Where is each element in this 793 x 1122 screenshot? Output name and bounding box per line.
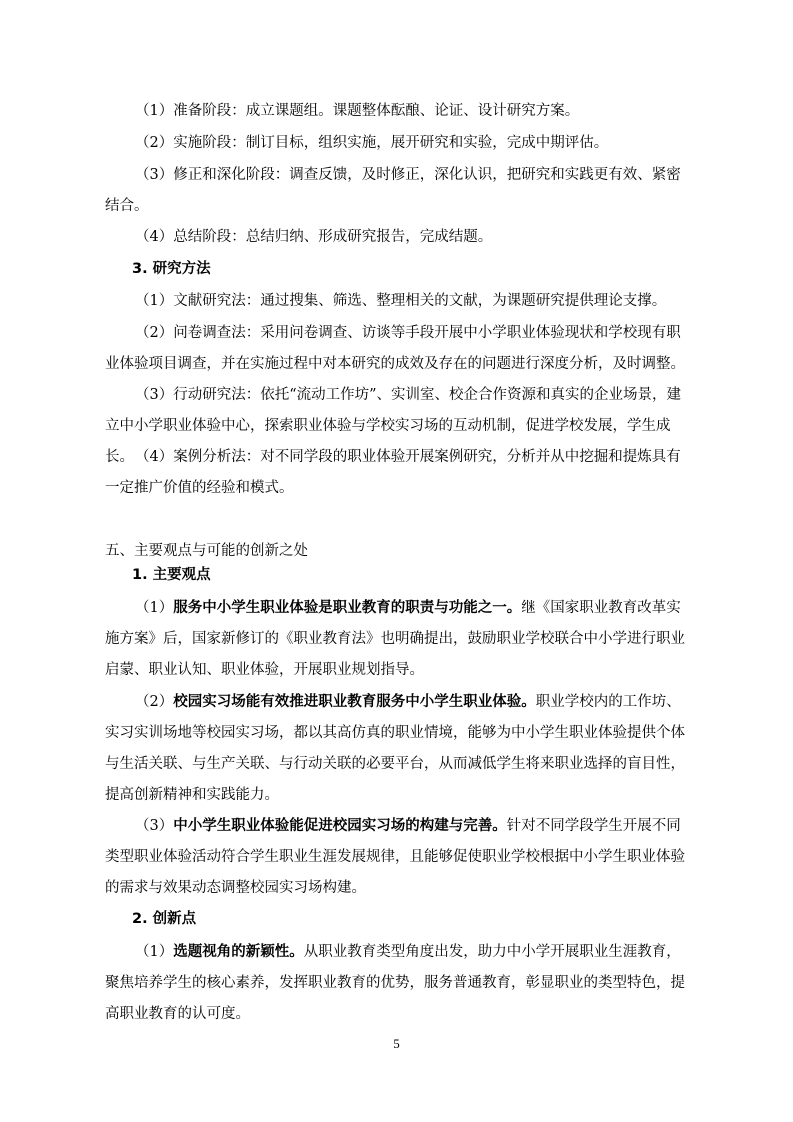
stage-2: （2）实施阶段：制订目标，组织实施，展开研究和实验，完成中期评估。 <box>135 135 609 151</box>
stage-3: （3）修正和深化阶段：调查反馈，及时修正，深化认识，把研究和实践更有效、紧密结合。 <box>105 167 681 214</box>
view-2 <box>105 686 687 811</box>
innovation-1-number: （1） <box>135 944 174 960</box>
view-1 <box>105 592 687 686</box>
view-3-bold: 中小学生职业体验能促进校园实习场的构建与完善。 <box>173 817 507 834</box>
view-1-bold: 服务中小学生职业体验是职业教育的职责与功能之一。 <box>173 599 522 616</box>
stage-1: （1）准备阶段：成立课题组。课题整体酝酿、论证、设计研究方案。 <box>135 103 580 119</box>
method-2: （2）问卷调查法：采用问卷调查、访谈等手段开展中小学职业体验现状和学校现有职业体验项目调查，并在实施过程中对本研究的成效及存在的问题进行深度分析，及时调整。 <box>105 325 685 372</box>
method-4: （4）案例分析法：对不同学段的职业体验开展案例研究，分析并从中挖掘和提炼具有一定推广价值的经验和模式。 <box>105 449 681 496</box>
section-title: 五、主要观点与可能的创新之处 <box>105 543 308 559</box>
method-1: （1）文献研究法：通过搜集、筛选、整理相关的文献，为课题研究提供理论支撑。 <box>135 293 667 309</box>
view-1-text: 继《国家职业教育改革实施方案》后，国家新修订的《职业教育法》也明确提出，鼓励职业学校联合中小学进行职业启蒙、职业认知、职业体验，开展职业规划指导。 <box>105 600 685 678</box>
view-2-bold: 校园实习场能有效推进职业教育服务中小学生职业体验。 <box>173 693 536 710</box>
method-3: （3）行动研究法：依托“流动工作坊”、实训室、校企合作资源和真实的企业场景，建立中小学职业体验中心，探索职业体验与学校实习场的互动机制，促进学校发展，学生成长。 <box>105 387 682 465</box>
view-3-number: （3） <box>135 818 174 834</box>
view-2-number: （2） <box>135 694 174 710</box>
view-1-number: （1） <box>135 600 174 616</box>
stage-4: （4）总结阶段：总结归纳、形成研究报告，完成结题。 <box>135 229 493 245</box>
view-3 <box>105 810 687 904</box>
innovation-1-text: 从职业教育类型角度出发，助力中小学开展职业生涯教育，聚焦培养学生的核心素养，发挥职业教育的优势，服务普通教育，彰显职业的类型特色，提高职业教育的认可度。 <box>105 944 685 1022</box>
methods-heading: 3. 研究方法 <box>132 261 211 277</box>
view-3-text: 针对不同学段学生开展不同类型职业体验活动符合学生职业生涯发展规律，且能够促使职业学校根据中小学生职业体验的需求与效果动态调整校园实习场构建。 <box>105 818 685 896</box>
innovation-1 <box>105 936 687 1030</box>
innovation-1-bold: 选题视角的新颖性。 <box>173 943 304 960</box>
views-heading: 1. 主要观点 <box>132 567 211 583</box>
view-2-text: 职业学校内的工作坊、实习实训场地等校园实习场，都以其高仿真的职业情境，能够为中小学生职业体验提供个体与生活关联、与生产关联、与行动关联的必要平台，从而减低学生将来职业选择的盲目性，提高创新精神和实践能力。 <box>105 694 685 803</box>
page-number: 5 <box>393 1036 400 1051</box>
innovation-heading: 2. 创新点 <box>132 911 197 927</box>
